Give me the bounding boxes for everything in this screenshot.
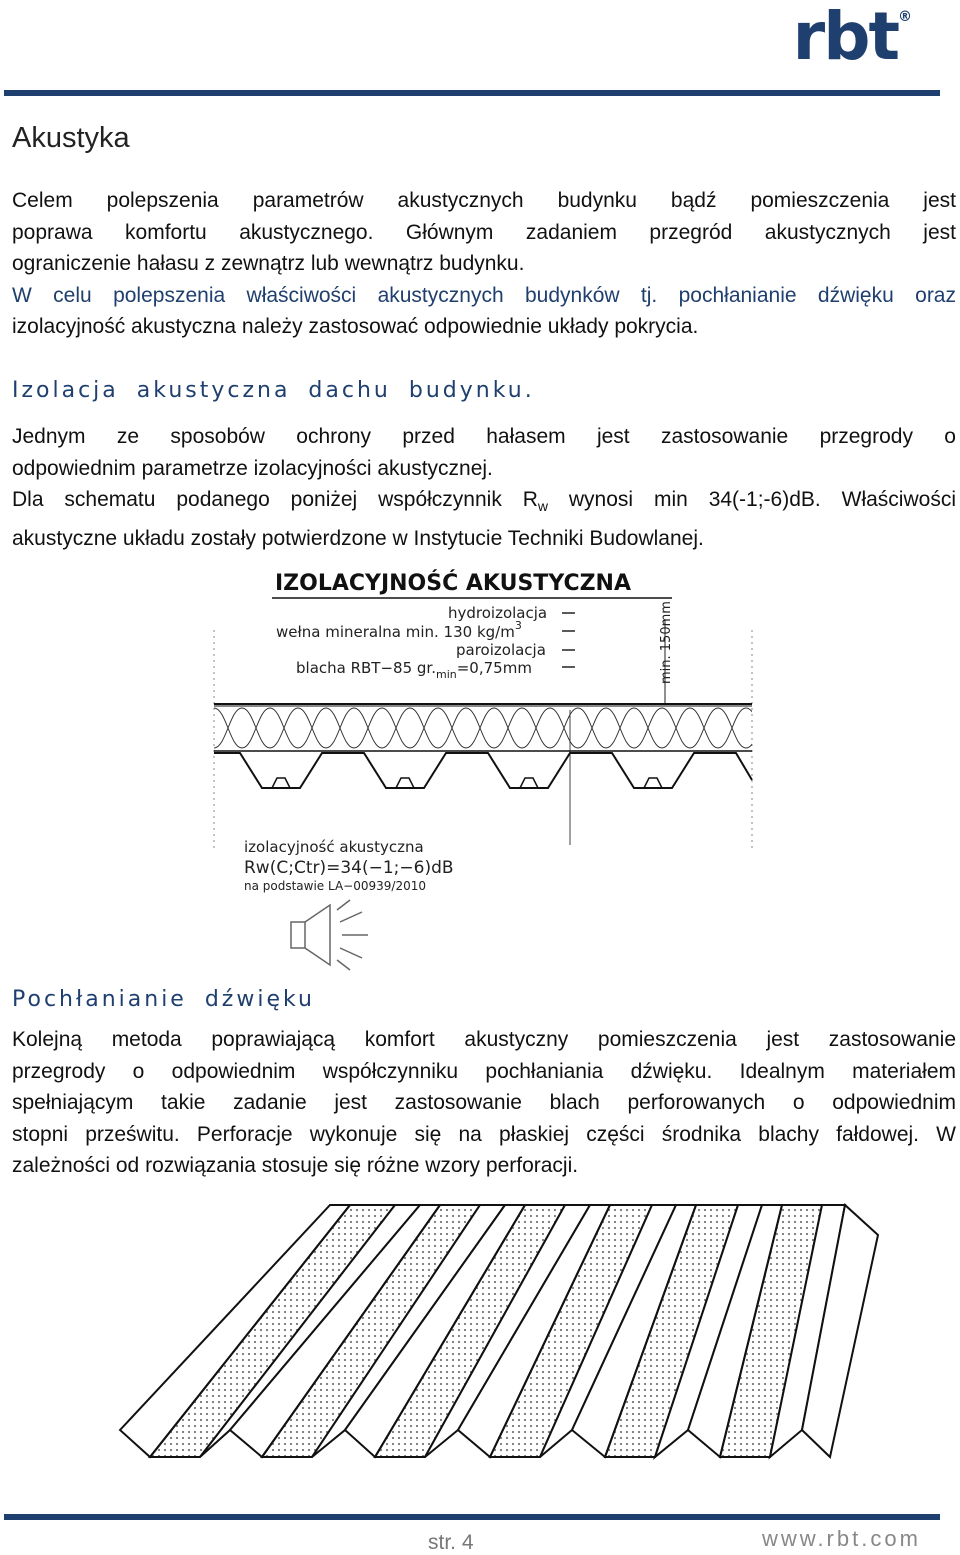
result-line-2: Rw(C;Ctr)=34(−1;−6)dB <box>244 858 454 878</box>
absorption-line-4: stopni prześwitu. Perforacje wykonuje się na płaskiej części środnika blachy fałdowej. W <box>12 1122 956 1146</box>
intro-line-4: W celu polepszenia właściwości akustycznych budynków tj. pochłanianie dźwięku oraz <box>12 283 956 307</box>
rw-text-post: wynosi min 34(-1;-6)dB. Właściwości <box>548 488 956 512</box>
rw-subscript: w <box>537 498 548 515</box>
intro-line-1: Celem polepszenia parametrów akustycznych budynku bądź pomieszczenia jest <box>12 189 956 212</box>
mineral-wool-layer <box>214 708 774 748</box>
insulation-line-1: Jednym ze sposobów ochrony przed hałasem jest zastosowanie przegrody o <box>12 425 956 448</box>
absorption-line-5: zależności od rozwiązania stosuje się różne wzory perforacji. <box>12 1154 579 1178</box>
label-blacha: blacha RBT−85 $gr._{min}=0,75mm$ <box>296 659 532 681</box>
page-title: Akustyka <box>12 122 130 154</box>
diagram-title: IZOLACYJNOŚĆ AKUSTYCZNA <box>275 571 631 596</box>
section-heading-insulation: Izolacja akustyczna dachu budynku. <box>12 378 535 403</box>
header-rule <box>4 90 940 96</box>
result-line-3: na podstawie LA−00939/2010 <box>244 879 426 893</box>
footer-website: www.rbt.com <box>762 1526 921 1551</box>
intro-line-2: poprawa komfortu akustycznego. Głównym zadaniem przegród akustycznych jest <box>12 220 956 244</box>
trapezoidal-sheet <box>214 753 752 788</box>
label-welna: wełna mineralna min. 130 $kg/m^3$ <box>276 619 522 641</box>
insulation-line-3 <box>12 484 956 523</box>
rbt-logo <box>792 0 912 75</box>
speaker-icon <box>291 900 368 970</box>
absorption-line-1: Kolejną metoda poprawiającą komfort akustyczny pomieszczenia jest zastosowanie <box>12 1028 956 1051</box>
insulation-diagram <box>0 560 960 980</box>
page-number: str. 4 <box>428 1531 474 1554</box>
label-dimension: min. 150mm <box>659 601 674 684</box>
registered-mark: ® <box>898 9 912 25</box>
intro-line-3: ograniczenie hałasu z zewnątrz lub wewnątrz budynku. <box>12 252 525 276</box>
perforated-sheet-illustration <box>0 1195 960 1495</box>
intro-line-5: izolacyjność akustyczna należy zastosować odpowiednie układy pokrycia. <box>12 315 699 339</box>
label-hydroizolacja: hydroizolacja <box>448 604 548 622</box>
section-heading-absorption: Pochłanianie dźwięku <box>12 987 315 1012</box>
insulation-line-2: odpowiednim parametrze izolacyjności akustycznej. <box>12 456 493 480</box>
footer-rule <box>4 1514 940 1520</box>
insulation-line-4: akustyczne układu zostały potwierdzone w Instytucie Techniki Budowlanej. <box>12 526 704 550</box>
intro-paragraph <box>12 185 956 343</box>
result-line-1: izolacyjność akustyczna <box>244 838 424 856</box>
rw-text-pre: Dla schematu podanego poniżej współczynnik R <box>12 488 538 512</box>
label-paroizolacja: paroizolacja <box>456 641 546 659</box>
absorption-line-2: przegrody o odpowiednim współczynniku pochłaniania dźwięku. Idealnym materiałem <box>12 1059 956 1083</box>
insulation-paragraph <box>12 421 956 555</box>
absorption-paragraph <box>12 1024 956 1182</box>
logo-text: rbt <box>792 0 898 75</box>
absorption-line-3: spełniającym takie zadanie jest zastosowanie blach perforowanych o odpowiednim <box>12 1091 956 1115</box>
